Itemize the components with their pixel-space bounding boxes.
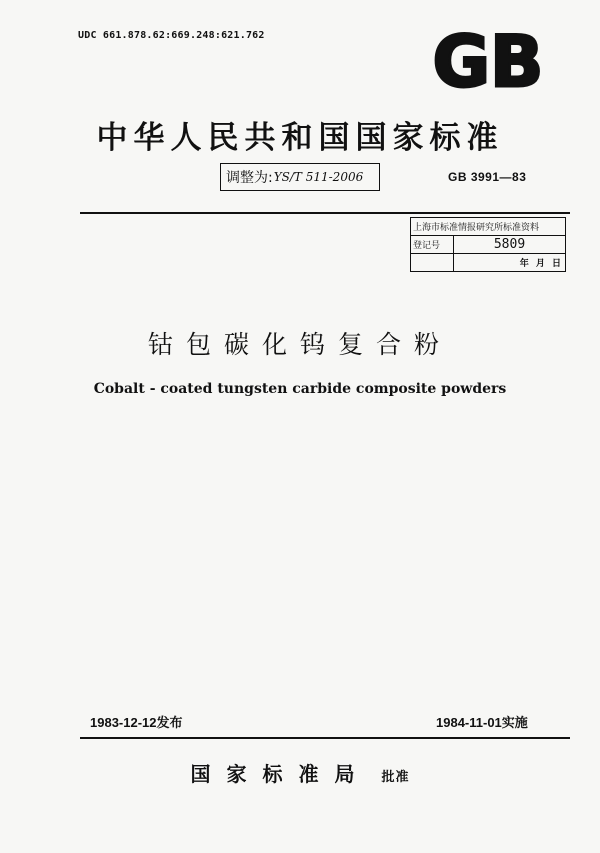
institute-name: 上海市标准情报研究所标准资料 <box>411 218 566 236</box>
org-title: 中华人民共和国国家标准 <box>96 120 504 156</box>
bottom-rule <box>80 737 570 739</box>
adjust-label: 调整为: <box>226 170 273 186</box>
top-rule <box>80 212 570 214</box>
reg-label: 登记号 <box>411 236 454 254</box>
adjust-stamp <box>220 163 380 191</box>
title-english: Cobalt - coated tungsten carbide composite powders <box>93 381 507 397</box>
gb-logo <box>428 26 548 94</box>
bureau-name: 国家标准局 <box>190 762 371 786</box>
issue-date: 1983-12-12发布 <box>90 715 183 730</box>
issuing-bureau <box>0 758 600 787</box>
gb-logo-text: GB <box>432 26 544 94</box>
standard-number: GB 3991—83 <box>448 170 527 184</box>
implementation-date: 1984-11-01实施 <box>436 715 528 730</box>
approve-label: 批准 <box>381 770 410 785</box>
reg-number: 5809 <box>454 236 566 254</box>
udc-code: UDC 661.878.62:669.248:621.762 <box>78 30 265 41</box>
title-chinese: 钴包碳化钨复合粉 <box>147 330 452 359</box>
adjust-value: YS/T 511-2006 <box>273 170 364 184</box>
reg-date-label: 年 月 日 <box>454 254 566 272</box>
registration-stamp <box>410 217 566 272</box>
